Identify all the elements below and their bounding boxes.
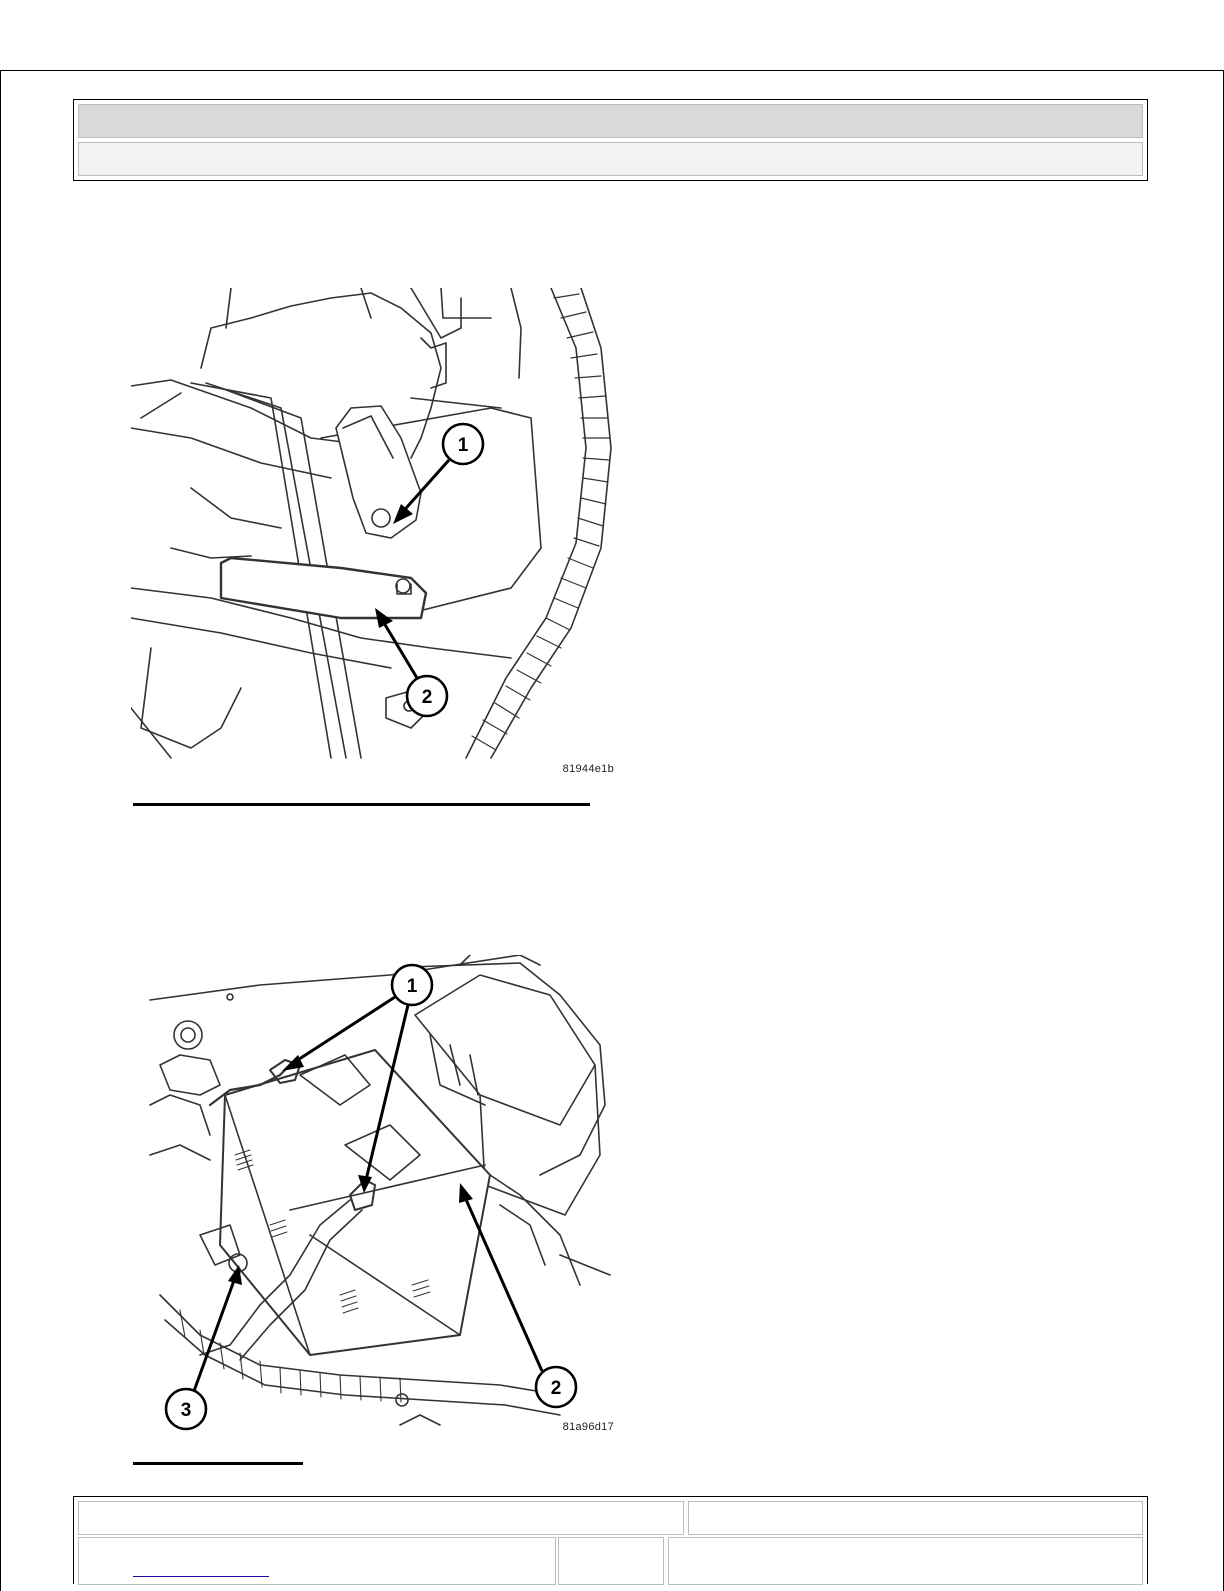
svg-text:3: 3	[180, 1400, 192, 1421]
svg-text:2: 2	[421, 687, 433, 708]
section-divider	[133, 1462, 303, 1465]
battery-cable-illustration	[131, 288, 617, 778]
figure-code: 81a96d17	[562, 1421, 614, 1433]
header-title	[78, 104, 1143, 138]
svg-text:2: 2	[550, 1378, 562, 1399]
footer-cell	[78, 1501, 684, 1535]
footer-link[interactable]	[133, 1560, 269, 1577]
document-header	[73, 99, 1148, 181]
footer-cell	[558, 1537, 664, 1585]
footer-cell	[78, 1537, 556, 1585]
callout-3	[166, 1265, 242, 1429]
figure-code: 81944e1b	[562, 763, 614, 775]
footer-cell	[668, 1537, 1143, 1585]
header-subtitle	[78, 142, 1143, 176]
battery-overview-illustration	[140, 955, 618, 1435]
svg-text:1: 1	[406, 976, 418, 997]
footer-cell	[688, 1501, 1143, 1535]
section-divider	[133, 803, 590, 806]
document-footer	[73, 1496, 1148, 1584]
figure-battery-negative-cable	[131, 288, 617, 778]
svg-text:1: 1	[457, 435, 469, 456]
figure-battery-overview	[140, 955, 618, 1435]
